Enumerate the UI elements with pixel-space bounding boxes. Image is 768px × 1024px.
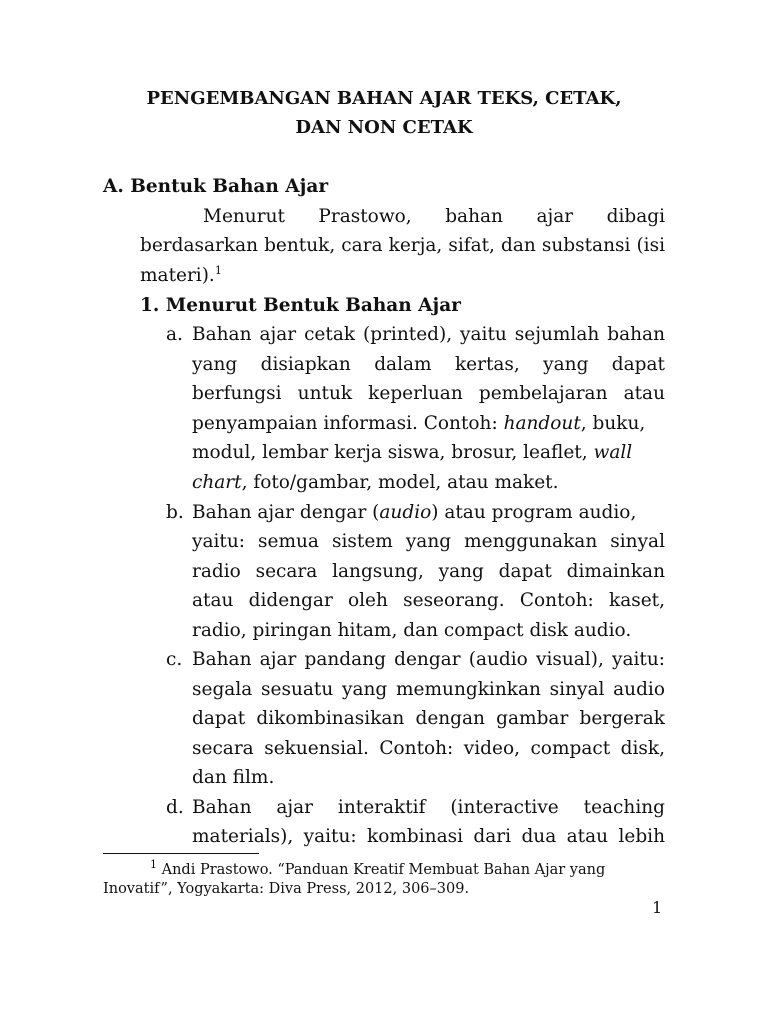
item-a-line-6-post: , foto/gambar, model, atau maket. [241, 472, 559, 493]
item-c-marker: c. [166, 649, 183, 670]
footnote-separator [103, 853, 259, 854]
item-a-line-2: yang disiapkan dalam kertas, yang dapat [192, 354, 665, 375]
footnote-line-1 [150, 860, 605, 880]
item-d-marker: d. [166, 797, 184, 818]
item-c-line-1: Bahan ajar pandang dengar (audio visual), yaitu: [192, 649, 665, 670]
intro-line-1: Menurut Prastowo, bahan ajar dibagi [203, 206, 665, 227]
page-number: 1 [652, 898, 663, 917]
item-a-line-4-italic: handout [503, 413, 581, 434]
footnote-line-1-text: Andi Prastowo. “Panduan Kreatif Membuat Bahan Ajar yang [161, 862, 606, 878]
item-a-line-1: Bahan ajar cetak (printed), yaitu sejumlah bahan [192, 324, 665, 345]
item-a-line-6 [192, 471, 559, 495]
item-c-line-5: dan film. [192, 767, 275, 788]
item-b-line-4: atau didengar oleh seseorang. Contoh: kaset, [192, 590, 665, 611]
item-b-line-2: yaitu: semua sistem yang menggunakan sinyal [192, 531, 665, 552]
intro-line-2: berdasarkan bentuk, cara kerja, sifat, dan substansi (isi [140, 235, 665, 256]
subsection-1-heading: 1. Menurut Bentuk Bahan Ajar [140, 295, 461, 316]
document-title-line-1: PENGEMBANGAN BAHAN AJAR TEKS, CETAK, [146, 88, 622, 109]
item-a-line-3: berfungsi untuk keperluan pembelajaran atau [192, 383, 665, 404]
item-c-line-2: segala sesuatu yang memungkinkan sinyal audio [192, 679, 665, 700]
document-title-line-2: DAN NON CETAK [295, 117, 473, 138]
item-a-line-5-italic: wall [593, 442, 633, 463]
item-b-line-1-post: ) atau program audio, [431, 502, 637, 523]
intro-line-3 [140, 264, 222, 288]
footnote-number: 1 [150, 858, 157, 872]
item-b-marker: b. [166, 502, 184, 523]
item-a-line-4-pre: penyampaian informasi. Contoh: [192, 413, 504, 434]
item-a-line-4 [192, 412, 645, 436]
item-a-line-6-italic: chart [192, 472, 242, 493]
item-a-line-5-pre: modul, lembar kerja siswa, brosur, leaflet, [192, 442, 594, 463]
item-a-marker: a. [166, 324, 183, 345]
item-d-line-2: materials), yaitu: kombinasi dari dua atau lebih [192, 826, 665, 847]
item-b-line-3: radio secara langsung, yang dapat dimainkan [192, 561, 665, 582]
section-a-heading: A. Bentuk Bahan Ajar [103, 176, 329, 197]
item-c-line-4: secara sekuensial. Contoh: video, compact disk, [192, 738, 665, 759]
item-b-line-1 [192, 501, 636, 525]
item-c-line-3: dapat dikombinasikan dengan gambar bergerak [192, 708, 665, 729]
item-a-line-5 [192, 441, 632, 465]
footnote-reference: 1 [214, 263, 222, 277]
item-b-line-5: radio, piringan hitam, dan compact disk audio. [192, 620, 632, 641]
item-d-line-1: Bahan ajar interaktif (interactive teaching [192, 797, 665, 818]
item-b-line-1-italic: audio [379, 502, 432, 523]
item-a-line-4-post: , buku, [580, 413, 646, 434]
footnote-line-2: Inovatif”, Yogyakarta: Diva Press, 2012, 306–309. [103, 881, 470, 897]
intro-line-3-text: materi). [140, 265, 215, 286]
item-b-line-1-pre: Bahan ajar dengar ( [192, 502, 380, 523]
